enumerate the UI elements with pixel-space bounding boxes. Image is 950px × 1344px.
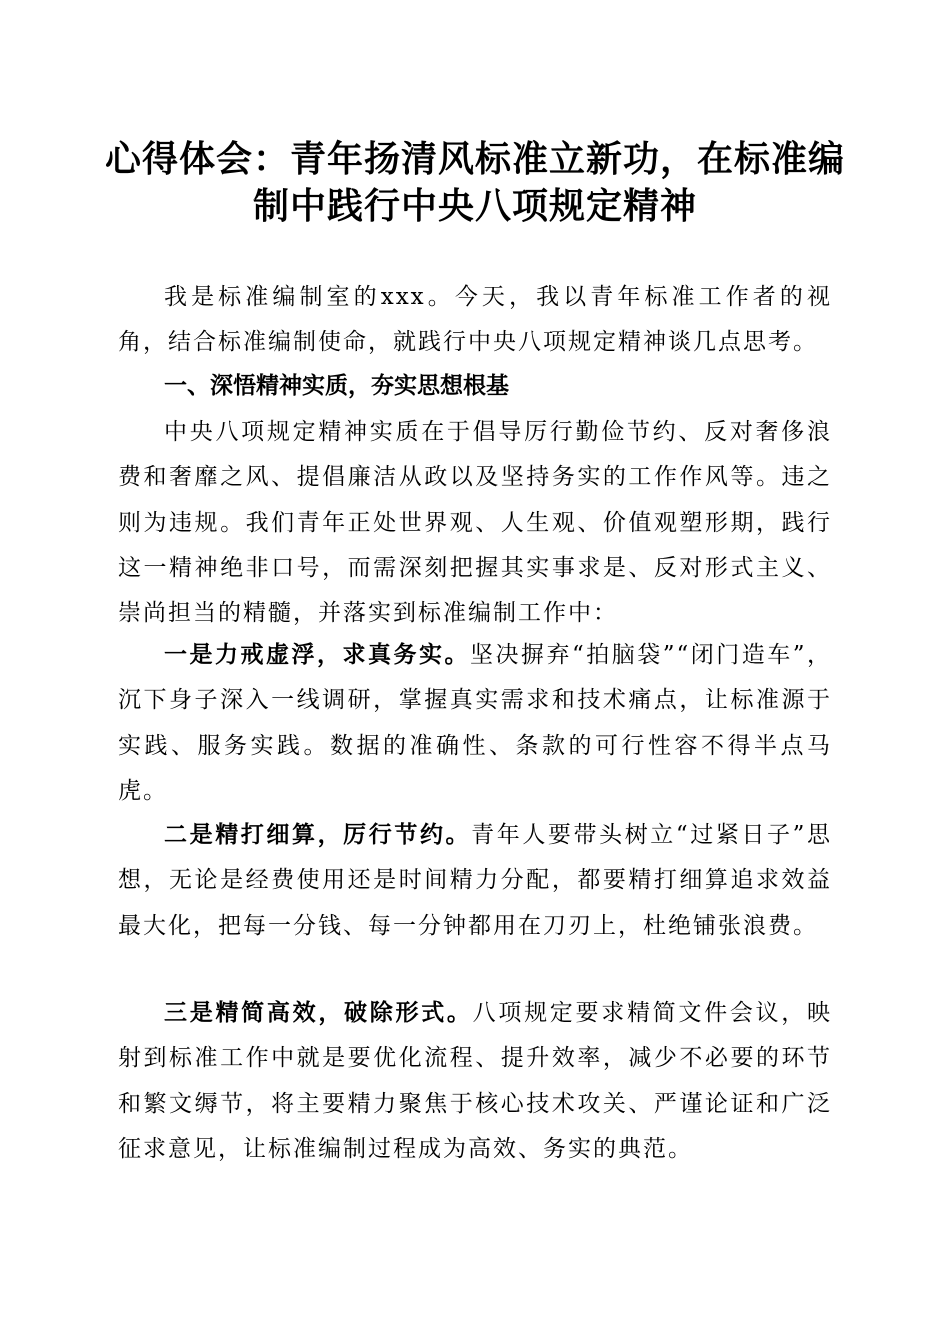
point-3-body: 八项规定要求精简文件会议，映射到标准工作中就是要优化流程、提升效率，减少不必要的环节和繁文缛节，将主要精力聚焦于核心技术攻关、严谨论证和广泛征求意见，让标准编制过程成为高效、务实的典范。 [118, 1000, 833, 1162]
title-line-1: 心得体会：青年扬清风标准立新功，在标准编 [104, 139, 845, 180]
point-1-lead: 一是力戒虚浮，求真务实。 [164, 641, 470, 668]
intro-paragraph: 我是标准编制室的xxx。今天，我以青年标准工作者的视角，结合标准编制使命，就践行中央八项规定精神谈几点思考。 [118, 284, 832, 356]
point-1-body: 坚决摒弃“拍脑袋”“闭门造车”，沉下身子深入一线调研，掌握真实需求和技术痛点，让标准源于实践、服务实践。数据的准确性、条款的可行性容不得半点马虎。 [118, 642, 832, 804]
point-2-lead: 二是精打细算，厉行节约。 [164, 821, 472, 848]
point-1-paragraph [118, 632, 832, 814]
point-2-body: 青年人要带头树立“过紧日子”思想，无论是经费使用还是时间精力分配，都要精打细算追求效益最大化，把每一分钱、每一分钟都用在刀刃上，杜绝铺张浪费。 [118, 822, 832, 939]
point-3-lead: 三是精简高效，破除形式。 [164, 999, 473, 1026]
section-1-paragraph: 中央八项规定精神实质在于倡导厉行勤俭节约、反对奢侈浪费和奢靡之风、提倡廉洁从政以及坚持务实的工作作风等。违之则为违规。我们青年正处世界观、人生观、价值观塑形期，践行这一精神绝非口号，而需深刻把握其实事求是、反对形式主义、崇尚担当的精髓，并落实到标准编制工作中： [118, 419, 832, 627]
point-3-paragraph [118, 990, 832, 1172]
title-line-2: 制中践行中央八项规定精神 [252, 186, 697, 227]
section-1-heading: 一、深悟精神实质，夯实思想根基 [164, 373, 509, 399]
point-2-paragraph [118, 812, 832, 949]
